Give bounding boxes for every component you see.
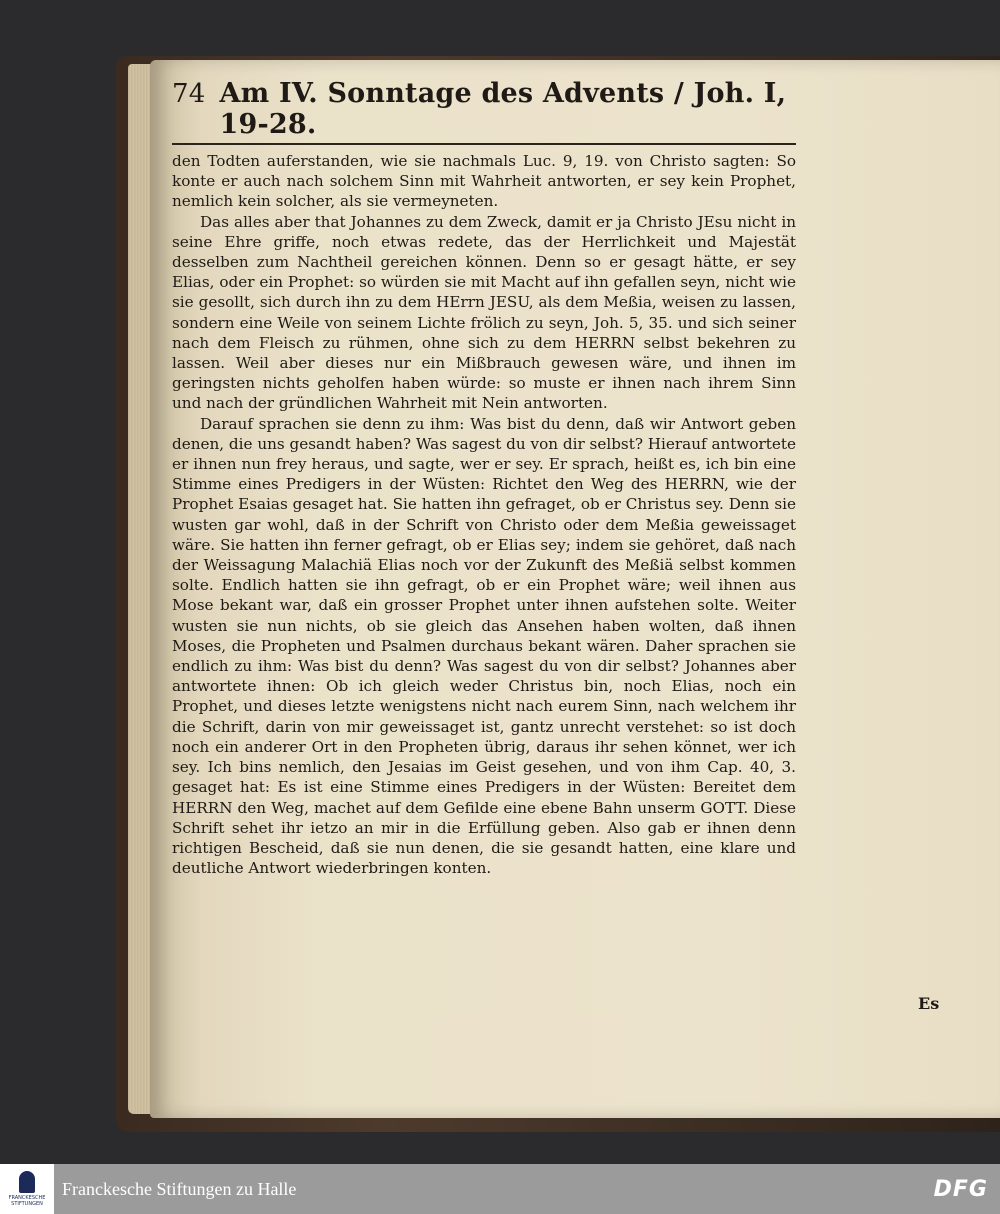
footer-bar [0, 1164, 1000, 1214]
logo-text: FRANCKESCHE STIFTUNGEN [8, 1195, 46, 1207]
institution-name[interactable]: Franckesche Stiftungen zu Halle [62, 1178, 297, 1199]
paragraph: den Todten auferstanden, wie sie nachmals Luc. 9, 19. von Christo sagten: So konte er auch nach solchem Sinn mit Wahrheit antworten, er sey kein Prophet, nemlich kein solcher, als sie vermeyneten. [172, 152, 796, 211]
running-header [172, 78, 796, 145]
catchword: Es [918, 994, 940, 1013]
dfg-logo[interactable]: DFG [933, 1176, 988, 1202]
institution-logo[interactable] [0, 1164, 54, 1214]
page-text-block [172, 78, 796, 878]
paragraph: Das alles aber that Johannes zu dem Zweck, damit er ja Christo JEsu nicht in seine Ehre griffe, noch etwas redete, das der Herrlichkeit und Majestät desselben zum Nachtheil gereichen können. Denn so er gesagt hätte, er sey Elias, oder ein Prophet: so würden sie mit Macht auf ihn gefallen seyn, nicht wie sie gesollt, sich durch ihn zu dem HErrn JESU, als dem Meßia, weisen zu lassen, sondern eine Weile von seinem Lichte frölich zu seyn, Joh. 5, 35. und sich seiner nach dem Fleisch zu rühmen, ohne sich zu dem HERRN selbst bekehren zu lassen. Weil aber dieses nur ein Mißbrauch gewesen wäre, und ihnen im geringsten nichts geholfen haben würde: so muste er ihnen nach ihrem Sinn und nach der gründlichen Wahrheit mit Nein antworten. [172, 212, 796, 413]
running-head-title: Am IV. Sonntage des Advents / Joh. I, 19-28. [219, 78, 787, 140]
logo-icon [19, 1171, 35, 1193]
body-text [172, 151, 796, 878]
page-number: 74 [172, 79, 206, 109]
paragraph: Darauf sprachen sie denn zu ihm: Was bist du denn, daß wir Antwort geben denen, die uns gesandt haben? Was sagest du von dir selbst? Hierauf antwortete er ihnen nun frey heraus, und sagte, wer er sey. Er sprach, heißt es, ich bin eine Stimme eines Predigers in der Wüsten: Richtet den Weg des HERRN, wie der Prophet Esaias gesaget hat. Sie hatten ihn gefraget, ob er Christus sey. Denn sie wusten gar wohl, daß in der Schrift von Christo oder dem Meßia geweissaget wäre. Sie hatten ihn ferner gefragt, ob er Elias sey; indem sie gehöret, daß nach der Weissagung Malachiä Elias noch vor der Zukunft des Meßiä selbst kommen solte. Endlich hatten sie ihn gefragt, ob er ein Prophet wäre; weil ihnen aus Mose bekant war, daß ein grosser Prophet unter ihnen aufstehen solte. Weiter wusten sie nun nichts, ob sie gleich das Ansehen haben wolten, daß ihnen Moses, die Propheten und Psalmen durchaus bekant wären. Daher sprachen sie endlich zu ihm: Was bist du denn? Was sagest du von dir selbst? Johannes aber antwortete ihnen: Ob ich gleich weder Christus bin, noch Elias, noch ein Prophet, und dieses letzte wenigstens nicht nach eurem Sinn, nach welchem ihr die Schrift, darin von mir geweissaget ist, gantz unrecht verstehet: so ist doch noch ein anderer Ort in den Propheten übrig, daraus ihr sehen könnet, wer ich sey. Ich bins nemlich, den Jesaias im Geist gesehen, und von ihm Cap. 40, 3. gesaget hat: Es ist eine Stimme eines Predigers in der Wüsten: Bereitet dem HERRN den Weg, machet auf dem Gefilde eine ebene Bahn unserm GOTT. Diese Schrift sehet ihr ietzo an mir in die Erfüllung geben. Also gab er ihnen denn richtigen Bescheid, daß sie nun denen, die sie gesandt hatten, eine klare und deutliche Antwort wiederbringen konten. [172, 414, 796, 878]
